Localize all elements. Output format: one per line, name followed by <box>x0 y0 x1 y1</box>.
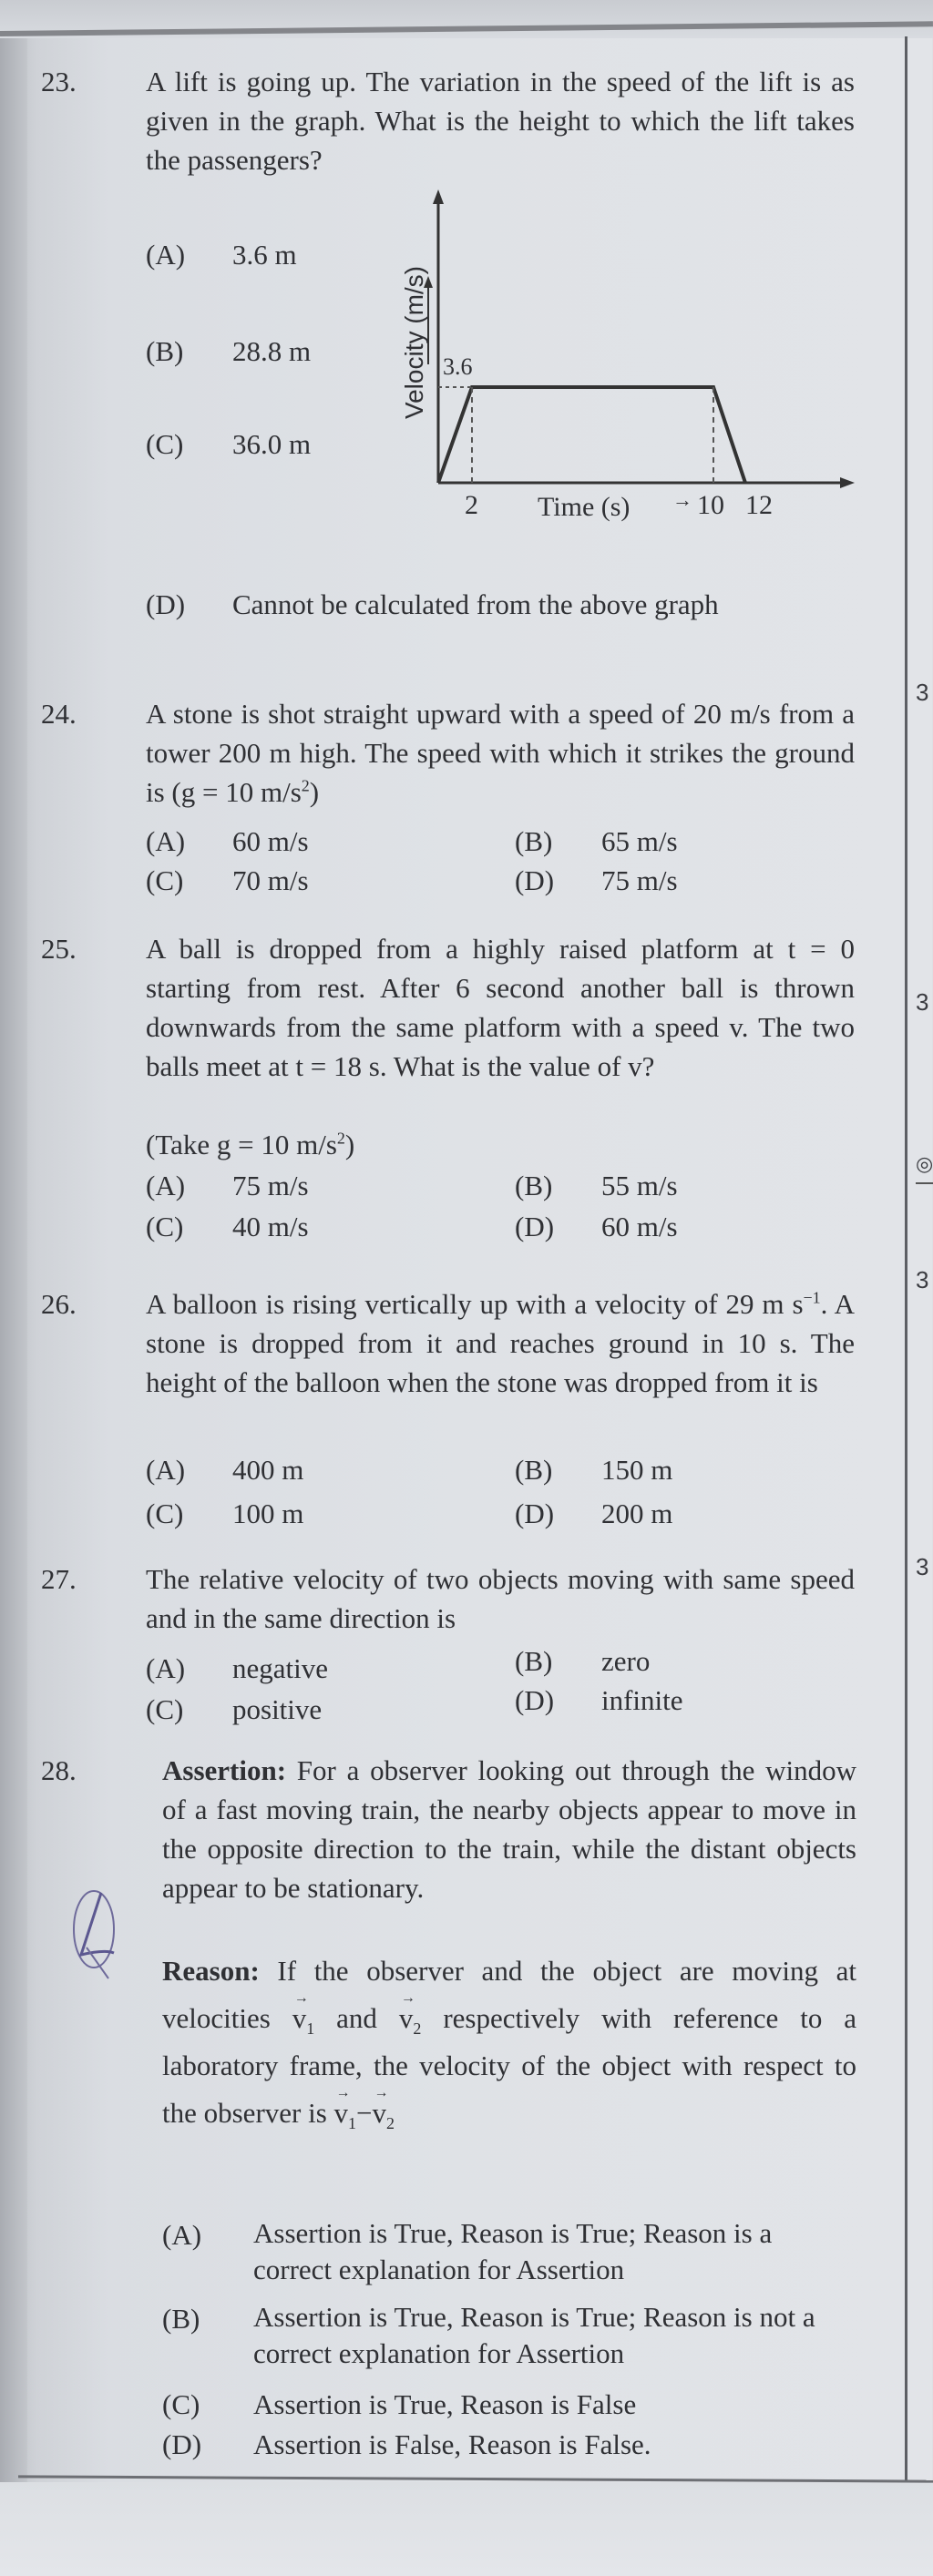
question-text <box>146 1284 855 1402</box>
question-text: A lift is going up. The variation in the speed of the lift is as given in the graph. What is the height to which the lift takes the passengers? <box>146 66 855 176</box>
option-text: 36.0 m <box>232 428 312 460</box>
option-b[interactable] <box>515 1641 650 1681</box>
margin-mark: 3 <box>916 1266 929 1293</box>
question-number: 28. <box>41 1754 77 1786</box>
vector-symbol: v <box>333 2097 349 2129</box>
option-text: Assertion is True, Reason is False <box>253 2388 637 2420</box>
option-label: (B) <box>515 1454 553 1486</box>
option-label: (D) <box>515 1498 555 1529</box>
option-b[interactable] <box>515 822 678 861</box>
option-text: 28.8 m <box>232 335 312 367</box>
subscript: 1 <box>306 2019 315 2039</box>
assertion-body: For a observer looking out through the window of a fast moving train, the nearby objects appear to move in the opposite direction to the train, while the distant objects appear to be stationary. <box>162 1754 856 1904</box>
superscript: 2 <box>336 1129 345 1148</box>
question-text-end: ) <box>309 776 320 808</box>
vector-v1 <box>334 2090 357 2137</box>
option-a[interactable] <box>146 1649 328 1688</box>
spiral-icon: ◎ <box>916 1152 933 1175</box>
question-number: 24. <box>41 698 77 730</box>
option-label: (D) <box>146 588 186 620</box>
x-tick-12: 12 <box>745 490 773 520</box>
option-b[interactable] <box>146 332 311 371</box>
option-text: 200 m <box>601 1498 673 1529</box>
option-d[interactable] <box>146 585 856 624</box>
option-c[interactable] <box>146 861 309 900</box>
option-label: (B) <box>515 1645 553 1677</box>
option-d[interactable] <box>515 1207 678 1246</box>
vector-v1 <box>292 1995 315 2042</box>
margin-dash <box>916 1182 933 1184</box>
vector-v2 <box>399 1995 422 2042</box>
option-a[interactable] <box>162 2215 864 2288</box>
vector-symbol: v <box>292 2002 307 2034</box>
option-text: zero <box>601 1645 651 1677</box>
x-tick-10: 10 <box>697 490 724 520</box>
option-b[interactable] <box>162 2299 864 2372</box>
question-text <box>146 694 855 812</box>
option-text: 40 m/s <box>232 1211 309 1242</box>
option-text: 400 m <box>232 1454 304 1486</box>
option-label: (C) <box>146 428 184 460</box>
y-value-label: 3.6 <box>443 353 473 380</box>
option-text: positive <box>232 1693 323 1725</box>
option-c[interactable] <box>146 424 311 464</box>
page-left-edge <box>0 36 27 2576</box>
option-d[interactable] <box>515 1681 683 1720</box>
option-label: (C) <box>146 1693 184 1725</box>
option-c[interactable] <box>146 1207 309 1246</box>
option-label: (B) <box>515 825 553 857</box>
assertion-label: Assertion: <box>162 1754 287 1786</box>
option-label: (A) <box>146 825 186 857</box>
option-text: Assertion is True, Reason is True; Reason is not a correct explanation for Assertion <box>253 2301 815 2369</box>
option-label: (A) <box>146 1652 186 1684</box>
option-label: (D) <box>515 1684 555 1716</box>
column-divider <box>905 36 907 2500</box>
velocity-time-graph <box>383 182 866 528</box>
y-axis-label: Velocity (m/s) <box>400 265 428 420</box>
option-c[interactable] <box>146 1494 303 1533</box>
option-label: (B) <box>162 2303 200 2335</box>
question-number: 23. <box>41 66 77 97</box>
reason-text <box>162 1947 856 2137</box>
option-text: 60 m/s <box>601 1211 678 1242</box>
option-label: (C) <box>146 1498 184 1529</box>
reason-and: and <box>336 2002 377 2034</box>
vector-symbol: v <box>398 2002 414 2034</box>
option-label: (D) <box>515 864 555 896</box>
question-text: The relative velocity of two objects moving with same speed and in the same direction is <box>146 1563 855 1634</box>
option-a[interactable] <box>146 822 309 861</box>
option-c[interactable] <box>146 1690 322 1729</box>
note-end: ) <box>344 1129 355 1160</box>
subscript: 2 <box>386 2114 395 2133</box>
x-tick-2: 2 <box>465 490 478 520</box>
option-a[interactable] <box>146 235 297 274</box>
option-text: 55 m/s <box>601 1170 678 1201</box>
handwritten-tick-mark-icon <box>68 1884 123 1984</box>
arrow-icon: → <box>672 488 692 511</box>
reason-body-b: respectively with reference to a laboratory frame, the velocity of the object with respect to the observer is <box>162 2002 857 2129</box>
option-label: (D) <box>515 1211 555 1242</box>
option-d[interactable] <box>515 1494 672 1533</box>
vector-symbol: v <box>372 2097 387 2129</box>
option-text: 150 m <box>601 1454 673 1486</box>
option-text: 65 m/s <box>601 825 678 857</box>
option-d[interactable] <box>162 2425 651 2464</box>
option-label: (B) <box>146 335 184 367</box>
option-text: negative <box>232 1652 329 1684</box>
option-label: (C) <box>162 2388 200 2420</box>
option-text: Cannot be calculated from the above graph <box>232 588 719 620</box>
option-label: (D) <box>162 2428 202 2460</box>
option-text: 75 m/s <box>232 1170 309 1201</box>
option-a[interactable] <box>146 1450 303 1489</box>
subscript: 2 <box>413 2019 422 2039</box>
page-bottom <box>0 2482 933 2576</box>
question-text-main: A stone is shot straight upward with a speed of 20 m/s from a tower 200 m high. The speed with which it strikes the ground is (g = 10 m/s <box>146 698 855 808</box>
question-text: A ball is dropped from a highly raised platform at t = 0 starting from rest. After 6 second another ball is thrown downwards from the same platform with a speed v. The two balls meet at t = 18 s. What is the value of v? <box>146 933 855 1082</box>
question-number: 27. <box>41 1563 77 1595</box>
option-b[interactable] <box>515 1450 672 1489</box>
option-text: 60 m/s <box>232 825 309 857</box>
question-text-a: A balloon is rising vertically up with a velocity of 29 m s <box>146 1288 804 1320</box>
option-c[interactable] <box>162 2385 636 2424</box>
superscript: 2 <box>301 776 310 795</box>
margin-mark: 3 <box>916 988 929 1016</box>
option-text: 100 m <box>232 1498 304 1529</box>
question-number: 26. <box>41 1288 77 1320</box>
option-d[interactable] <box>515 861 678 900</box>
option-a[interactable] <box>146 1166 309 1205</box>
option-text: infinite <box>601 1684 683 1716</box>
margin-mark: 3 <box>916 1553 929 1580</box>
assertion-text <box>162 1751 856 1907</box>
option-label: (B) <box>515 1170 553 1201</box>
note-text: (Take g = 10 m/s <box>146 1129 337 1160</box>
option-text: 3.6 m <box>232 239 297 271</box>
take-g-note <box>146 1125 354 1164</box>
margin-mark: 3 <box>916 679 929 706</box>
x-axis-label: Time (s) <box>538 492 631 522</box>
subscript: 1 <box>348 2114 357 2133</box>
option-text: Assertion is True, Reason is True; Reason is a correct explanation for Assertion <box>253 2217 773 2285</box>
option-text: 75 m/s <box>601 864 678 896</box>
question-number: 25. <box>41 933 77 965</box>
option-label: (A) <box>146 1454 186 1486</box>
option-b[interactable] <box>515 1166 678 1205</box>
option-label: (A) <box>146 239 186 271</box>
option-label: (C) <box>146 1211 184 1242</box>
question-text-b: . A stone is dropped from it and reaches ground in 10 s. The height of the balloon when the stone was dropped from it is <box>146 1288 855 1398</box>
option-label: (C) <box>146 864 184 896</box>
reason-body-a: If the observer and the object are moving at velocities <box>162 1955 857 2034</box>
reason-label: Reason: <box>162 1955 260 1987</box>
option-label: (A) <box>146 1170 186 1201</box>
option-text: 70 m/s <box>232 864 309 896</box>
minus-sign: − <box>356 2097 373 2129</box>
option-text: Assertion is False, Reason is False. <box>253 2428 651 2460</box>
vector-v2 <box>373 2090 395 2137</box>
option-label: (A) <box>162 2219 202 2251</box>
superscript: −1 <box>803 1288 821 1307</box>
